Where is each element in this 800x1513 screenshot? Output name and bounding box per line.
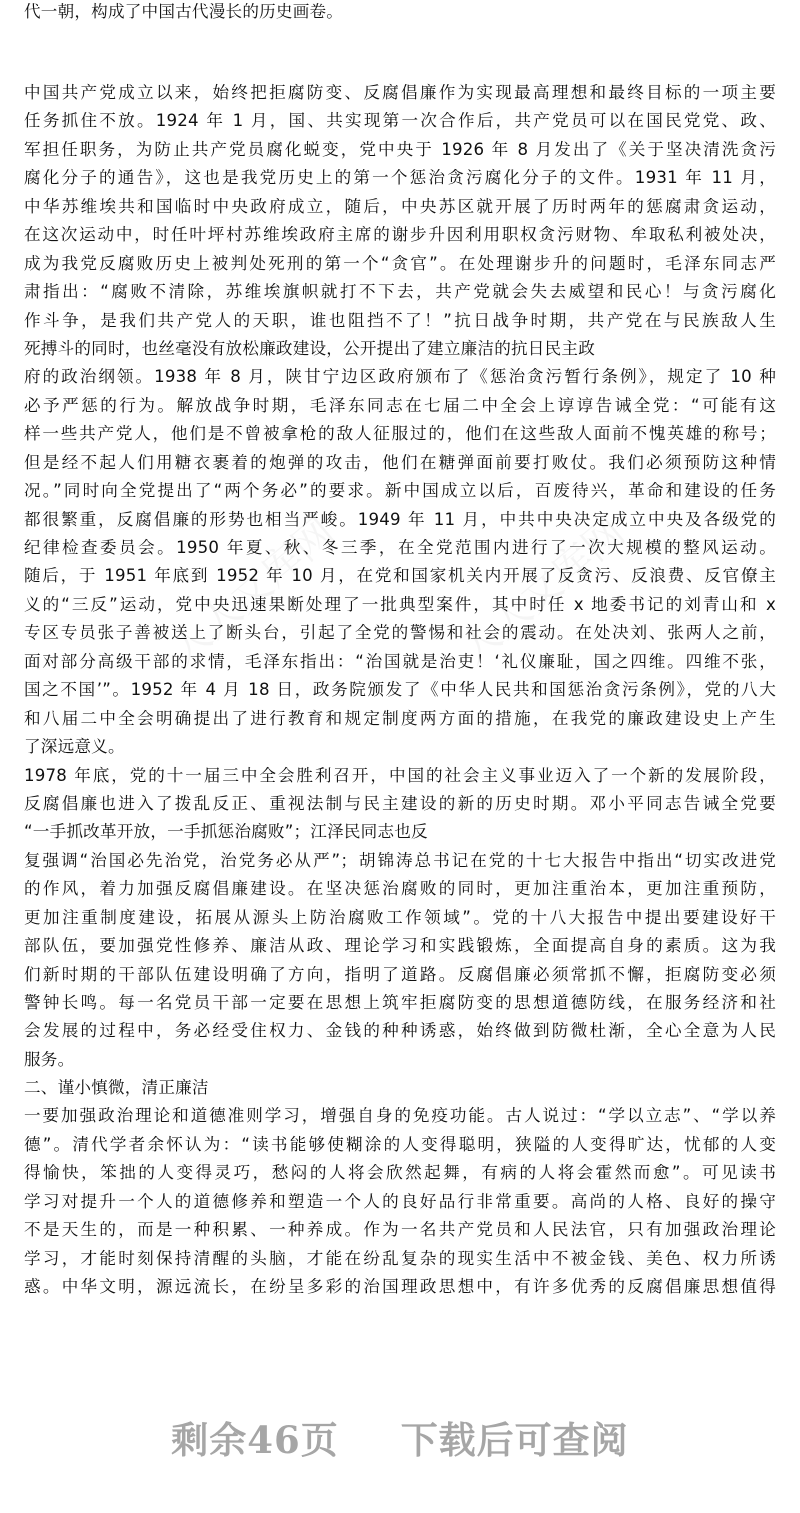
text-line: 和八届二中全会明确提出了进行教育和规定制度两方面的措施，在我党的廉政建设史上产生 [24,708,776,728]
text-line: 代一朝，构成了中国古代漫长的历史画卷。 [24,2,344,21]
text-line: 面对部分高级干部的求情，毛泽东指出：“治国就是治吏！‘礼仪廉耻，国之四维。四维不张， [24,651,776,671]
text-line: 随后，于 1951 年底到 1952 年 10 月，在党和国家机关内开展了反贪污、反浪费、反官僚主 [24,566,776,586]
download-prompt-text[interactable]: 下载后可查阅 [400,1418,629,1462]
text-block-intro [24,0,776,26]
text-line: 德”。清代学者余怀认为：“读书能够使糊涂的人变得聪明，狭隘的人变得旷达，忧郁的人变 [24,1134,776,1154]
text-line: 必予严惩的行为。解放战争时期，毛泽东同志在七届二中全会上谆谆告诫全党：“可能有这 [24,395,776,415]
text-line: 反腐倡廉也进入了拨乱反正、重视法制与民主建设的新的历史时期。邓小平同志告诫全党要 [24,793,776,813]
text-block-history [24,79,776,1074]
text-line: 得愉快，笨拙的人变得灵巧，愁闷的人将会欣然起舞，有病的人将会霍然而愈”。可见读书 [24,1163,776,1183]
text-line: 中国共产党成立以来，始终把拒腐防变、反腐倡廉作为实现最高理想和最终目标的一项主要 [24,83,776,102]
text-line: 况。”同时向全党提出了“两个务必”的要求。新中国成立以后，百废待兴，革命和建设的任务 [24,481,776,501]
text-line: 更加注重制度建设，拓展从源头上防治腐败工作领域”。党的十八大报告中提出要建设好干 [24,907,776,927]
text-line: 会发展的过程中，务必经受住权力、金钱的种种诱惑，始终做到防微杜渐，全心全意为人民 [24,1021,776,1041]
text-line: 样一些共产党人，他们是不曾被拿枪的敌人征服过的，他们在这些敌人面前不愧英雄的称号； [24,424,776,444]
text-line: 纪律检查委员会。1950 年夏、秋、冬三季，在全党范围内进行了一次大规模的整风运动。 [24,538,776,557]
text-line: 腐化分子的通告》，这也是我党历史上的第一个惩治贪污腐化分子的文件。1931 年 11 月， [24,168,776,188]
text-line: 服务。 [24,1049,75,1069]
text-line: 警钟长鸣。每一名党员干部一定要在思想上筑牢拒腐防变的思想道德防线，在服务经济和社 [24,993,776,1012]
text-line: 死搏斗的同时，也丝毫没有放松廉政建设，公开提出了建立廉洁的抗日民主政 [24,338,595,358]
text-line: 都很繁重，反腐倡廉的形势也相当严峻。1949 年 11 月，中共中央决定成立中央及各级党的 [24,509,776,529]
text-line: 了深远意义。 [24,737,125,757]
text-line: 但是经不起人们用糖衣裹着的炮弹的攻击，他们在糖弹面前要打败仗。我们必须预防这种情 [24,452,776,472]
section-heading: 二、谨小慎微，清正廉洁 [24,1078,209,1097]
text-line: 肃指出：“腐败不清除，苏维埃旗帜就打不下去，共产党就会失去威望和民心！与贪污腐化 [24,282,776,302]
text-line: 一要加强政治理论和道德准则学习，增强自身的免疫功能。古人说过：“学以立志”、“学以养 [24,1106,776,1126]
text-line: 作斗争，是我们共产党人的天职，谁也阻挡不了！”抗日战争时期，共产党在与民族敌人生 [24,310,776,330]
text-line: 专区专员张子善被送上了断头台，引起了全党的警惕和社会的震动。在处决刘、张两人之前， [24,623,776,643]
text-line: 不是天生的，而是一种积累、一种养成。作为一名共产党员和人民法官，只有加强政治理论 [24,1220,776,1240]
text-line: 复强调“治国必先治党，治党务必从严”；胡锦涛总书记在党的十七大报告中指出“切实改进党 [24,850,776,870]
text-line: 国之不国’”。1952 年 4 月 18 日，政务院颁发了《中华人民共和国惩治贪污条例》，党的八大 [24,680,776,700]
text-line: 府的政治纲领。1938 年 8 月，陕甘宁边区政府颁布了《惩治贪污暂行条例》，规定了 10 种 [24,367,776,387]
text-line: 成为我党反腐败历史上被判处死刑的第一个“贪官”。在处理谢步升的问题时，毛泽东同志严 [24,253,776,273]
text-line: 惑。中华文明，源远流长，在纷呈多彩的治国理政思想中，有许多优秀的反腐倡廉思想值得 [24,1277,776,1297]
text-line: 中华苏维埃共和国临时中央政府成立，随后，中央苏区就开展了历时两年的惩腐肃贪运动， [24,196,776,216]
text-line: 在这次运动中，时任叶坪村苏维埃政府主席的谢步升因利用职权贪污财物、牟取私利被处决， [24,225,776,245]
text-line: 的作风，着力加强反腐倡廉建设。在坚决惩治腐败的同时，更加注重治本，更加注重预防， [24,879,776,899]
text-line: 1978 年底，党的十一届三中全会胜利召开，中国的社会主义事业迈入了一个新的发展阶段， [24,765,776,785]
preview-limit-banner[interactable] [0,1410,800,1464]
text-line: 学习对提升一个人的道德修养和塑造一个人的良好品行非常重要。高尚的人格、良好的操守 [24,1191,776,1211]
text-line: 学习，才能时刻保持清醒的头脑，才能在纷乱复杂的现实生活中不被金钱、美色、权力所诱 [24,1248,776,1268]
text-line: 部队伍，要加强党性修养、廉洁从政、理论学习和实践锻炼，全面提高自身的素质。这为我 [24,936,776,956]
text-line: 们新时期的干部队伍建设明确了方向，指明了道路。反腐倡廉必须常抓不懈，拒腐防变必须 [24,964,776,984]
text-block-section-two [24,1074,776,1302]
text-line: 义的“三反”运动，党中央迅速果断处理了一批典型案件，其中时任 x 地委书记的刘青山和 x [24,594,776,614]
text-line: 军担任职务，为防止共产党员腐化蜕变，党中央于 1926 年 8 月发出了《关于坚决清洗贪污 [24,139,776,159]
text-line: “一手抓改革开放，一手抓惩治腐败”；江泽民同志也反 [24,822,428,842]
text-line: 任务抓住不放。1924 年 1 月，国、共实现第一次合作后，共产党员可以在国民党党、政、 [24,111,776,131]
remaining-pages-text: 剩余46页 [171,1418,339,1462]
